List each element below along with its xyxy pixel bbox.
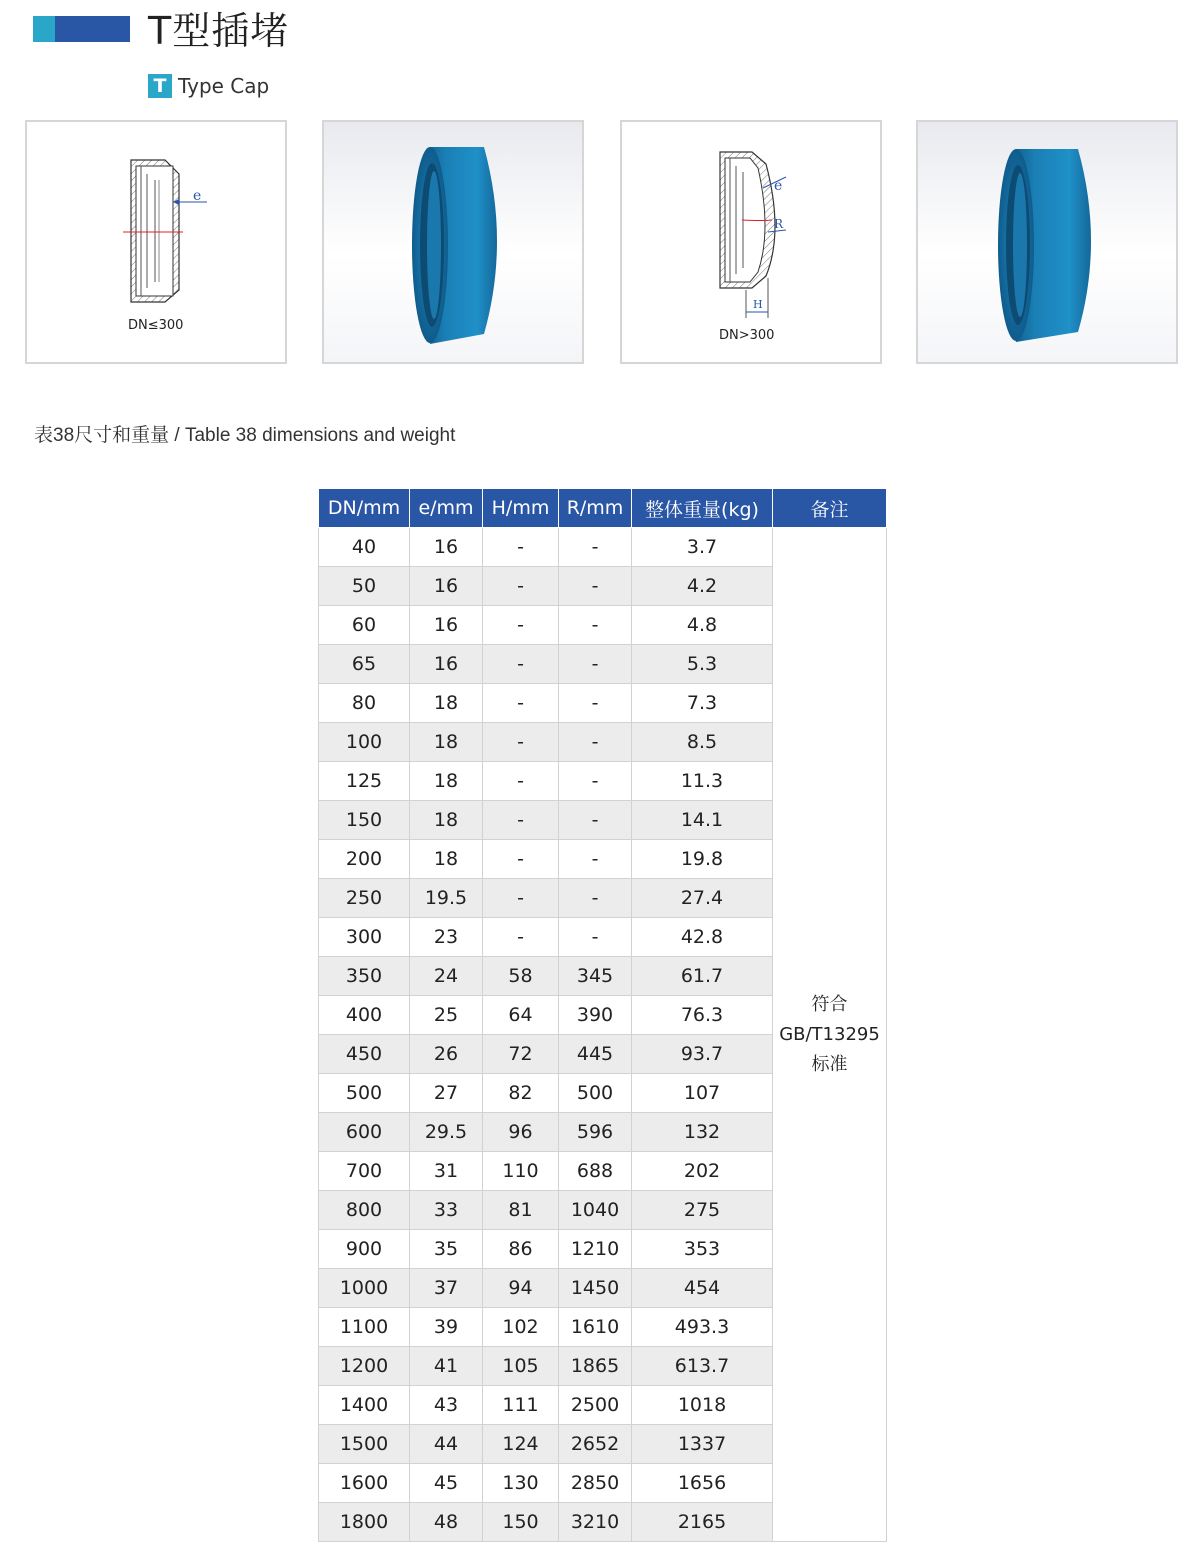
subtitle-text: Type Cap (178, 74, 270, 98)
cell-dn: 250 (319, 879, 410, 918)
cell-h: 58 (483, 957, 559, 996)
cell-h: - (483, 528, 559, 567)
table-row (319, 528, 887, 567)
cell-dn: 300 (319, 918, 410, 957)
cell-dn: 600 (319, 1113, 410, 1152)
cell-e: 41 (410, 1347, 483, 1386)
cell-dn: 1200 (319, 1347, 410, 1386)
cell-weight: 132 (632, 1113, 773, 1152)
cell-h: 111 (483, 1386, 559, 1425)
col-h: H/mm (483, 489, 559, 528)
cell-e: 39 (410, 1308, 483, 1347)
cell-r: 445 (559, 1035, 632, 1074)
cell-h: - (483, 762, 559, 801)
cell-h: 64 (483, 996, 559, 1035)
cell-weight: 4.8 (632, 606, 773, 645)
cell-r: - (559, 801, 632, 840)
cell-weight: 76.3 (632, 996, 773, 1035)
cell-e: 26 (410, 1035, 483, 1074)
cell-weight: 493.3 (632, 1308, 773, 1347)
cell-r: 2850 (559, 1464, 632, 1503)
cell-e: 33 (410, 1191, 483, 1230)
cell-r: - (559, 840, 632, 879)
cell-h: 105 (483, 1347, 559, 1386)
cell-dn: 450 (319, 1035, 410, 1074)
cell-dn: 65 (319, 645, 410, 684)
subtitle-row (148, 74, 269, 98)
cell-e: 18 (410, 840, 483, 879)
cell-r: 345 (559, 957, 632, 996)
cell-weight: 42.8 (632, 918, 773, 957)
cell-h: 130 (483, 1464, 559, 1503)
cell-weight: 8.5 (632, 723, 773, 762)
cell-weight: 613.7 (632, 1347, 773, 1386)
cell-dn: 40 (319, 528, 410, 567)
cell-h: - (483, 723, 559, 762)
cell-weight: 353 (632, 1230, 773, 1269)
cell-e: 37 (410, 1269, 483, 1308)
cell-dn: 1000 (319, 1269, 410, 1308)
cell-dn: 125 (319, 762, 410, 801)
cell-e: 24 (410, 957, 483, 996)
cell-weight: 27.4 (632, 879, 773, 918)
accent-bar-cyan (33, 16, 55, 42)
cell-h: - (483, 606, 559, 645)
cell-e: 16 (410, 645, 483, 684)
cap-render-1-drawing (324, 122, 582, 362)
cell-h: - (483, 645, 559, 684)
cell-weight: 454 (632, 1269, 773, 1308)
col-e: e/mm (410, 489, 483, 528)
page-title: T型插堵 (148, 9, 290, 53)
cell-r: - (559, 762, 632, 801)
cell-dn: 400 (319, 996, 410, 1035)
cell-h: 72 (483, 1035, 559, 1074)
label-e-large: e (774, 178, 783, 194)
cell-weight: 11.3 (632, 762, 773, 801)
cell-dn: 1800 (319, 1503, 410, 1542)
cell-h: 102 (483, 1308, 559, 1347)
table-caption: 表38尺寸和重量 / Table 38 dimensions and weight (34, 425, 456, 446)
cell-weight: 61.7 (632, 957, 773, 996)
cell-e: 45 (410, 1464, 483, 1503)
cell-dn: 150 (319, 801, 410, 840)
cell-h: 124 (483, 1425, 559, 1464)
cell-r: - (559, 645, 632, 684)
figure-render-2 (916, 120, 1178, 364)
cell-h: - (483, 918, 559, 957)
cell-r: - (559, 684, 632, 723)
label-e: e (193, 188, 202, 204)
cell-dn: 1100 (319, 1308, 410, 1347)
cell-r: - (559, 723, 632, 762)
cell-weight: 2165 (632, 1503, 773, 1542)
cell-weight: 3.7 (632, 528, 773, 567)
cell-h: 82 (483, 1074, 559, 1113)
cell-r: - (559, 606, 632, 645)
cell-dn: 1400 (319, 1386, 410, 1425)
figure-render-1 (322, 120, 584, 364)
cell-e: 43 (410, 1386, 483, 1425)
label-h: H (753, 298, 763, 311)
t-badge-icon: T (148, 74, 172, 98)
cell-weight: 1656 (632, 1464, 773, 1503)
cell-dn: 50 (319, 567, 410, 606)
cell-weight: 7.3 (632, 684, 773, 723)
cell-h: 81 (483, 1191, 559, 1230)
cell-weight: 5.3 (632, 645, 773, 684)
cell-weight: 19.8 (632, 840, 773, 879)
col-weight: 整体重量(kg) (632, 489, 773, 528)
cell-dn: 100 (319, 723, 410, 762)
cell-e: 27 (410, 1074, 483, 1113)
figure-section-small (25, 120, 287, 364)
cell-e: 48 (410, 1503, 483, 1542)
cell-weight: 4.2 (632, 567, 773, 606)
cell-dn: 1600 (319, 1464, 410, 1503)
cell-dn: 700 (319, 1152, 410, 1191)
cell-h: 110 (483, 1152, 559, 1191)
cell-r: - (559, 879, 632, 918)
cell-dn: 200 (319, 840, 410, 879)
cap-render-2-drawing (918, 122, 1176, 362)
cell-remark: 符合 GB/T13295 标准 (773, 528, 887, 1542)
cell-r: 688 (559, 1152, 632, 1191)
cell-weight: 202 (632, 1152, 773, 1191)
cell-e: 16 (410, 528, 483, 567)
col-remark: 备注 (773, 489, 887, 528)
cell-weight: 107 (632, 1074, 773, 1113)
cell-dn: 350 (319, 957, 410, 996)
cell-r: 2652 (559, 1425, 632, 1464)
col-dn: DN/mm (319, 489, 410, 528)
cell-e: 18 (410, 684, 483, 723)
cell-r: 1610 (559, 1308, 632, 1347)
cell-weight: 275 (632, 1191, 773, 1230)
cell-r: 1865 (559, 1347, 632, 1386)
cell-r: 596 (559, 1113, 632, 1152)
cell-h: 94 (483, 1269, 559, 1308)
cell-r: 500 (559, 1074, 632, 1113)
cell-dn: 80 (319, 684, 410, 723)
cell-r: - (559, 567, 632, 606)
header-accent-bar (33, 16, 130, 42)
cell-h: - (483, 879, 559, 918)
col-r: R/mm (559, 489, 632, 528)
cell-e: 18 (410, 762, 483, 801)
cell-e: 18 (410, 723, 483, 762)
figure-section-large (620, 120, 882, 364)
cell-weight: 1337 (632, 1425, 773, 1464)
cell-e: 16 (410, 606, 483, 645)
label-r: R (774, 217, 784, 231)
figure-caption-small: DN≤300 (128, 318, 184, 333)
cell-h: - (483, 567, 559, 606)
cell-weight: 14.1 (632, 801, 773, 840)
cell-h: - (483, 840, 559, 879)
cell-h: - (483, 801, 559, 840)
cell-dn: 900 (319, 1230, 410, 1269)
cell-r: 1210 (559, 1230, 632, 1269)
cell-dn: 1500 (319, 1425, 410, 1464)
cell-e: 25 (410, 996, 483, 1035)
cell-r: 1040 (559, 1191, 632, 1230)
cell-dn: 500 (319, 1074, 410, 1113)
cell-r: 390 (559, 996, 632, 1035)
cell-h: 96 (483, 1113, 559, 1152)
cell-e: 44 (410, 1425, 483, 1464)
cell-e: 23 (410, 918, 483, 957)
cell-dn: 800 (319, 1191, 410, 1230)
cell-r: 1450 (559, 1269, 632, 1308)
cell-e: 18 (410, 801, 483, 840)
cell-e: 31 (410, 1152, 483, 1191)
dimensions-table (318, 488, 887, 1542)
accent-bar-blue (55, 16, 130, 42)
cell-e: 19.5 (410, 879, 483, 918)
cell-h: 150 (483, 1503, 559, 1542)
cell-weight: 93.7 (632, 1035, 773, 1074)
cell-r: - (559, 528, 632, 567)
cell-h: - (483, 684, 559, 723)
cell-r: 3210 (559, 1503, 632, 1542)
cell-e: 29.5 (410, 1113, 483, 1152)
cross-section-large-drawing (622, 122, 880, 362)
cell-e: 35 (410, 1230, 483, 1269)
figure-caption-large: DN>300 (719, 328, 775, 343)
table-body (319, 528, 887, 1542)
cell-weight: 1018 (632, 1386, 773, 1425)
cell-dn: 60 (319, 606, 410, 645)
table-header-row (319, 489, 887, 528)
cell-r: 2500 (559, 1386, 632, 1425)
cell-e: 16 (410, 567, 483, 606)
cell-h: 86 (483, 1230, 559, 1269)
cell-r: - (559, 918, 632, 957)
